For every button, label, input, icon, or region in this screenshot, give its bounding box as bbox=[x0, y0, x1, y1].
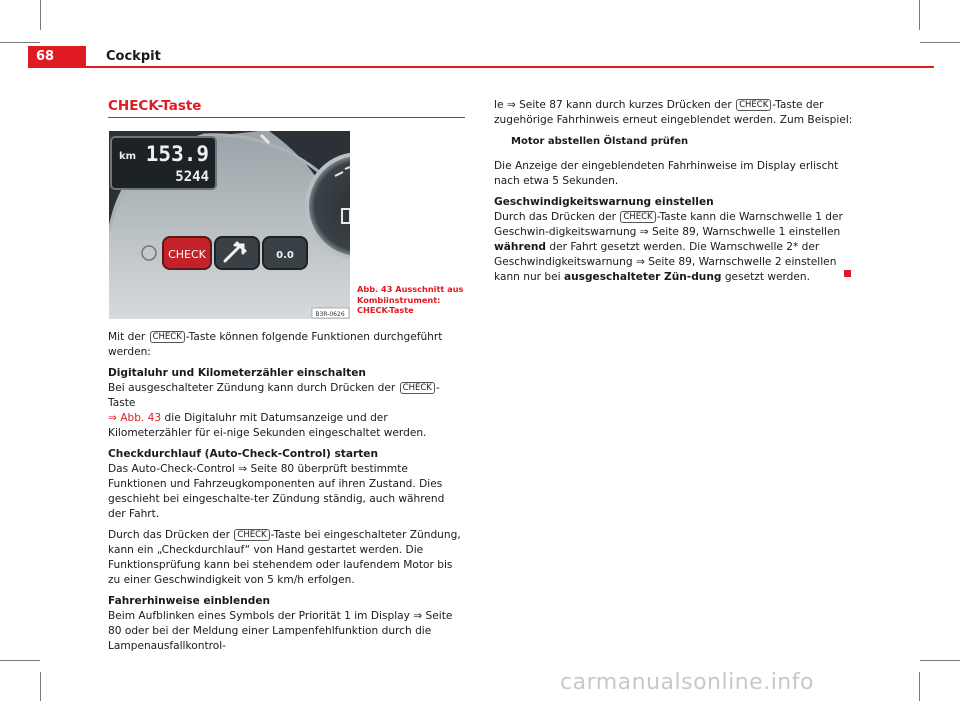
paragraph-manual-check: Durch das Drücken der CHECK -Taste bei eingeschalteter Zündung, kann ein „Checkdurchlauf“ von Hand gestartet werden. Die Funktionsprüfung kann bei stehendem oder laufendem Motor bis zu einer Geschwindigkeit von 5 km/h erfolgen. bbox=[108, 529, 461, 586]
section-title: CHECK-Taste bbox=[108, 98, 202, 114]
instrument-cluster-figure bbox=[109, 131, 350, 319]
reset-button-label: 0.0 bbox=[276, 250, 294, 261]
right-column bbox=[494, 98, 854, 291]
figure-reference-link[interactable]: ⇒ Abb. 43 bbox=[108, 412, 162, 424]
section-end-marker bbox=[844, 270, 851, 277]
figure-caption: Abb. 43 Ausschnitt aus Kombiinstrument: CHECK-Taste bbox=[357, 284, 464, 315]
paragraph-auto-check: Das Auto-Check-Control ⇒ Seite 80 überprüft bestimmte Funktionen und Fahrzeugkomponenten auf ihren Zustand. Dies geschieht bei eingeschalte-ter Zündung ständig, auch während der Fahrt. bbox=[108, 463, 445, 520]
crop-mark bbox=[40, 0, 41, 30]
figure-code: B3R-0626 bbox=[315, 311, 345, 318]
crop-mark bbox=[919, 0, 920, 30]
paragraph-driver-notes-cont: le ⇒ Seite 87 kann durch kurzes Drücken der CHECK -Taste der zugehörige Fahrhinweis erneut eingeblendet werden. Zum Beispiel: bbox=[494, 99, 853, 126]
check-button-label: CHECK bbox=[168, 248, 206, 261]
header-rule bbox=[86, 66, 934, 68]
intro-paragraph: Mit der CHECK -Taste können folgende Funktionen durchgeführt werden: bbox=[108, 331, 443, 358]
odometer-value: 5244 bbox=[175, 169, 209, 185]
paragraph-digital-clock: Bei ausgeschalteter Zündung kann durch Drücken der CHECK -Taste ⇒ Abb. 43 die Digitaluhr mit Datumsanzeige und der Kilometerzähler für ei-nige Sekunden eingeschaltet werden. bbox=[108, 382, 440, 439]
subheading-digital-clock: Digitaluhr und Kilometerzähler einschalten bbox=[108, 367, 366, 379]
crop-mark bbox=[40, 672, 41, 701]
example-message: Motor abstellen Ölstand prüfen bbox=[511, 136, 689, 147]
section-rule bbox=[108, 117, 465, 118]
paragraph-driver-notes: Beim Aufblinken eines Symbols der Priorität 1 im Display ⇒ Seite 80 oder bei der Meldung einer Lampenfehlfunktion durch die Lampenausfallkontrol- bbox=[108, 610, 453, 652]
km-label: km bbox=[119, 151, 137, 162]
subheading-speed-warning: Geschwindigkeitswarnung einstellen bbox=[494, 196, 714, 208]
subheading-driver-notes: Fahrerhinweise einblenden bbox=[108, 595, 271, 607]
crop-mark bbox=[919, 672, 920, 701]
check-key: CHECK bbox=[234, 529, 269, 541]
chapter-title: Cockpit bbox=[106, 49, 161, 64]
trip-value: 153.9 bbox=[145, 142, 209, 166]
check-key: CHECK bbox=[620, 211, 655, 223]
crop-mark bbox=[0, 660, 40, 661]
watermark: carmanualsonline.info bbox=[560, 670, 814, 695]
check-key: CHECK bbox=[736, 99, 771, 111]
check-key: CHECK bbox=[400, 382, 435, 394]
crop-mark bbox=[0, 42, 40, 43]
subheading-auto-check: Checkdurchlauf (Auto-Check-Control) starten bbox=[108, 448, 379, 460]
page-number: 68 bbox=[28, 46, 86, 68]
paragraph-display-timeout: Die Anzeige der eingeblendeten Fahrhinweise im Display erlischt nach etwa 5 Sekunden. bbox=[494, 160, 839, 187]
left-column bbox=[108, 330, 465, 660]
check-key: CHECK bbox=[150, 331, 185, 343]
crop-mark bbox=[920, 660, 960, 661]
crop-mark bbox=[920, 42, 960, 43]
paragraph-speed-warning: Durch das Drücken der CHECK -Taste kann die Warnschwelle 1 der Geschwin-digkeitswarnung ⇒ Seite 89, Warnschwelle 1 einstellen während der Fahrt gesetzt werden. Die Warnschwelle 2* der Geschwindigkeitswarnung ⇒ Seite 89, Warnschwelle 2 einstellen kann nur bei ausgeschalteter Zün-dung gesetzt werden. bbox=[494, 211, 843, 283]
